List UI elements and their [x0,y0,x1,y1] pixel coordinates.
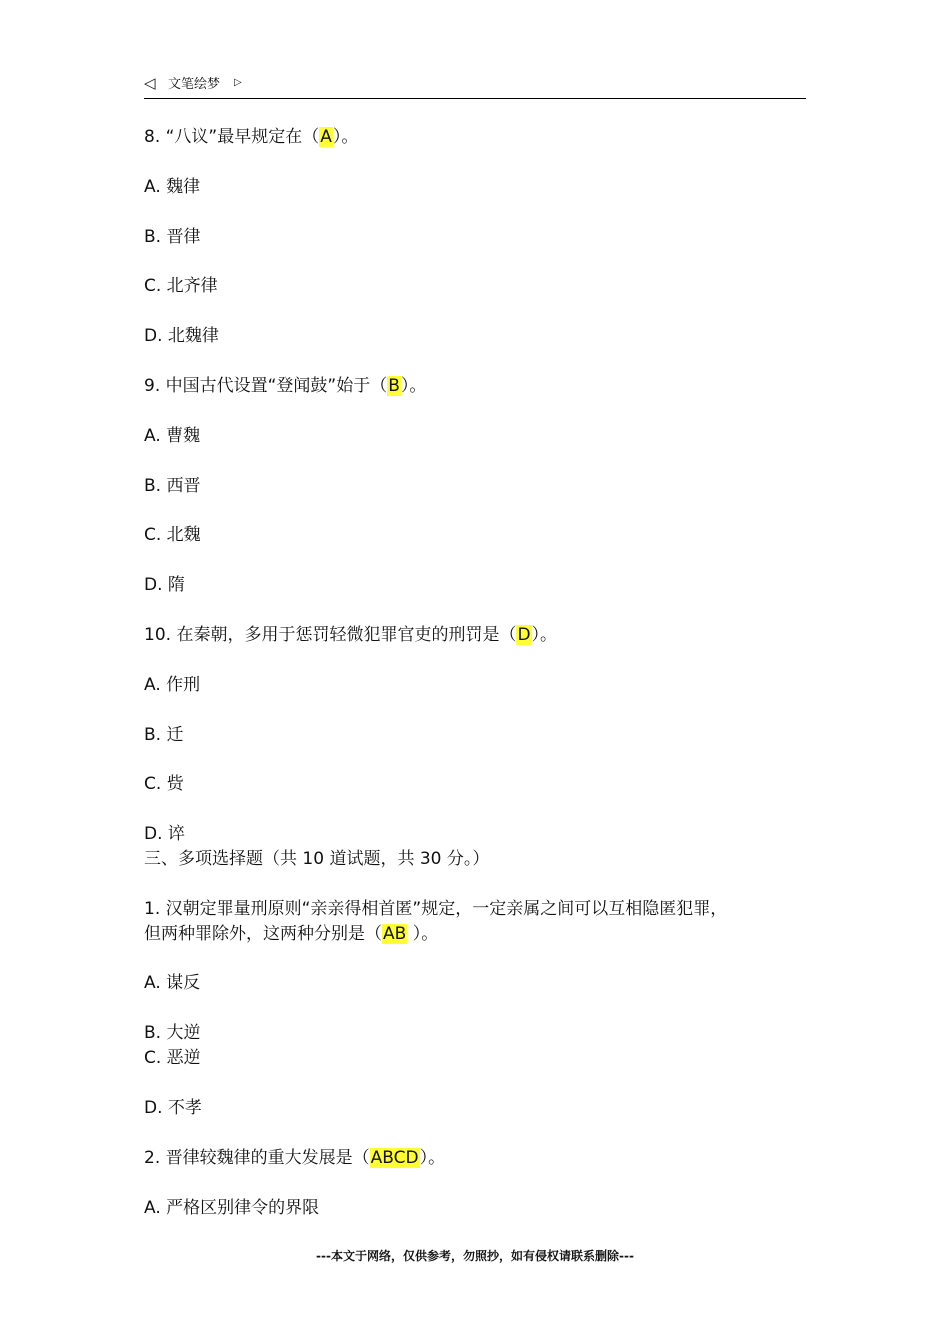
option-b: B. 大逆 [144,1023,201,1043]
option-c: C. 北齐律 [144,276,218,296]
multi-question-1-line-1: 1. 汉朝定罪量刑原则“亲亲得相首匿”规定，一定亲属之间可以互相隐匿犯罪， [144,899,728,919]
question-text: 10. 在秦朝，多用于惩罚轻微犯罪官吏的刑罚是（ [144,625,517,645]
option-a: A. 严格区别律令的界限 [144,1198,320,1218]
answer-highlight: D [517,625,531,645]
answer-highlight: B [388,376,400,396]
question-text: 2. 晋律较魏律的重大发展是（ [144,1148,370,1168]
answer-highlight: ABCD [370,1148,419,1168]
question-suffix: ）。 [400,376,427,396]
question-suffix: ）。 [407,924,439,944]
option-b: B. 晋律 [144,227,201,247]
question-10 [144,624,557,646]
question-text: 9. 中国古代设置“登闻鼓”始于（ [144,376,388,396]
option-d: D. 谇 [144,824,185,844]
option-c: C. 恶逆 [144,1048,201,1068]
section-heading: 三、多项选择题（共 10 道试题，共 30 分。） [144,849,490,869]
option-a: A. 作刑 [144,675,201,695]
option-d: D. 北魏律 [144,326,219,346]
page-header [144,74,806,99]
question-8 [144,126,358,148]
question-suffix: ）。 [531,625,558,645]
brand-name: 文笔绘梦 [168,77,221,92]
option-c: C. 北魏 [144,525,201,545]
multi-question-1-line-2 [144,923,438,945]
left-triangle-icon: ◁ [144,74,156,92]
question-9 [144,375,426,397]
option-b: B. 迁 [144,725,184,745]
multi-question-2 [144,1147,445,1169]
answer-highlight: A [320,127,332,147]
question-text: 8. “八议”最早规定在（ [144,127,320,147]
option-d: D. 不孝 [144,1098,202,1118]
question-suffix: ）。 [419,1148,446,1168]
right-triangle-icon: ▷ [234,77,242,88]
question-text: 但两种罪除外，这两种分别是（ [144,924,382,944]
option-d: D. 隋 [144,575,185,595]
option-a: A. 曹魏 [144,426,201,446]
page-footer: ---本文于网络，仅供参考，勿照抄，如有侵权请联系删除--- [316,1249,634,1263]
option-b: B. 西晋 [144,476,201,496]
question-suffix: ）。 [332,127,359,147]
option-c: C. 赀 [144,774,184,794]
option-a: A. 魏律 [144,177,201,197]
option-a: A. 谋反 [144,973,201,993]
answer-highlight: AB [383,924,407,944]
